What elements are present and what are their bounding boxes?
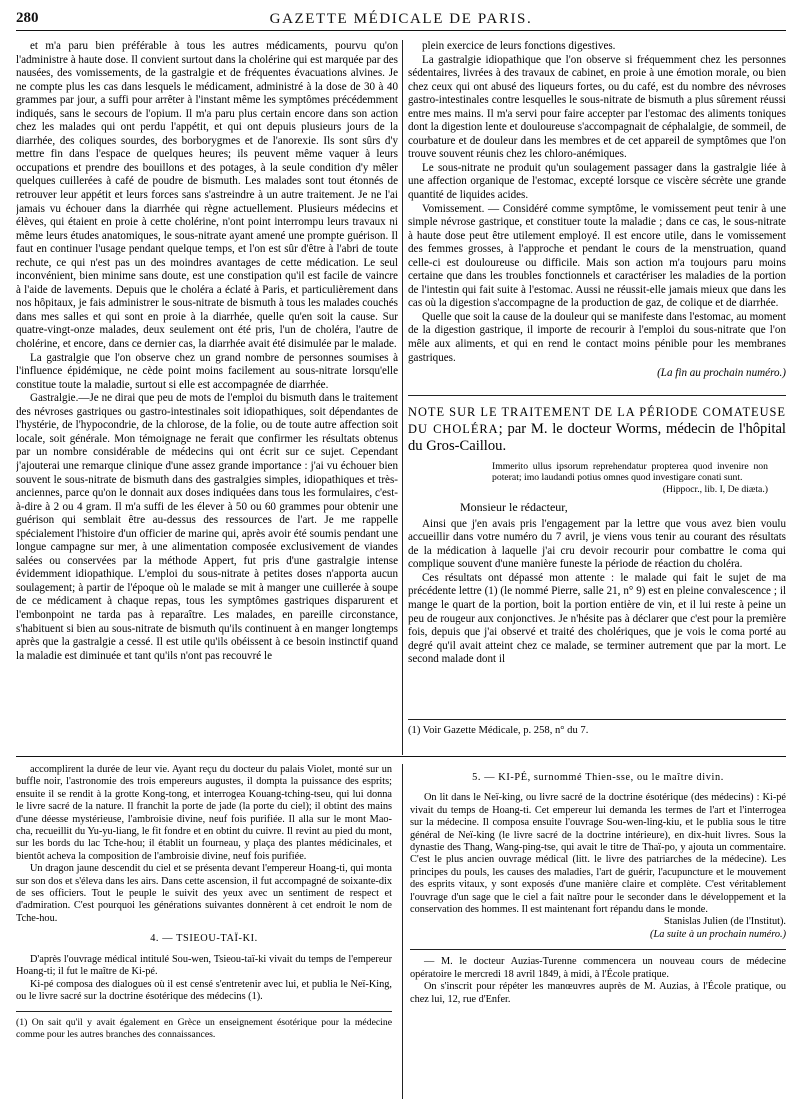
footnote: (1) Voir Gazette Médicale, p. 258, n° du 7. [408, 719, 786, 737]
article-paragraph: plein exercice de leurs fonctions digestives. [422, 40, 616, 52]
article-paragraph: et m'a paru bien préférable à tous les autres médicaments, pourvu qu'on l'administre à haute dose. Il convient surtout dans la cholérine qui est marquée par des nausées, des vomissements, de la gastralgie et de fréquentes évacuations alvines. Je ne compte plus les cas dans lesquels le médicament, administré à la dose de 30 à 40 grammes par jour, a suffi pour arrêter à l'instant même les symptômes précédemment indiqués, sans le secours de l'opium. Il m'a paru plus certain encore dans son action chez les malades qui ont perdu l'appétit, et qui ont depuis plusieurs jours de la diarrhée, des coliques sourdes, des borborygmes et de l'anorexie. Ils sont sûrs d'y mettre fin dans l'espace de quelques heures; ils peuvent même vaquer à leurs occupations et prendre des bouillons et des potages, à la seule condition d'y mêler quelques cuillerées à café de poudre de bismuth. Les malades sont tout étonnés de retrouver leur appétit et leurs forces sans s'astreindre à un autre traitement. Je ne l'ai jamais vu échouer dans la diarrhée qui règne actuellement. Plusieurs médecins et élèves, qui étaient en proie à cette cholérine, n'ont point interrompu leurs travaux ni même leurs études anatomiques, le sous-nitrate ayant amené une prompte guérison. Il faut en continuer l'usage pendant quelque temps, et l'on est sûr d'être à l'abri de toute rechute, ce qui n'est pas un des moindres avantages de cette médication. Le seul inconvénient, bien minime sans doute, est une constipation qu'il est facile de vaincre à l'aide de lavements. Depuis que le choléra a éclaté à Paris, et particulièrement dans nos hôpitaux, je fais administrer le sous-nitrate de bismuth à tous les malades couchés dans mes salles et qui sont en proie à la diarrhée, quelle qu'en soit la cause. Sur quatre-vingt-onze malades, deux seulement ont été pris, l'un de choléra, l'autre de cholérine, et encore, dans ce dernier cas, la diarrhée avait été disimulée par le malade. [16, 40, 398, 351]
feuilleton-footnote: (1) On sait qu'il y avait également en Grèce un enseignement ésotérique pour la médecine comme pour les autres branches des connaissances. [16, 1011, 392, 1041]
left-column [16, 40, 398, 755]
article-paragraph: Vomissement. — Considéré comme symptôme, le vomissement peut tenir à une simple névrose gastrique, et constituer toute la maladie ; dans ce cas, le sous-nitrate à haute dose peut être utilement employé. Il est encore utile, dans le vomissement des femmes grosses, à l'approche et pendant le cours de la menstruation, quand celle-ci est douloureuse ou difficile. Mais son action m'a toujours paru moins certaine que dans les troubles fonctionnels et caractériser les maladies de la portion de l'intestin qui fait suite à l'estomac. Aussi ne réussit-elle jamais mieux que dans les cas où la digestion s'accompagne de la production de gaz, de colique et de diarrhée. [408, 202, 786, 310]
epigraph-text: Immerito ullus ipsorum reprehendatur propterea quod invenire non poterat; imo laudandi potius omnes quod investigare conati sunt. [492, 460, 768, 484]
notice-paragraph: On s'inscrit pour répéter les manœuvres auprès de M. Auzias, à l'École pratique, ou chez lui, 12, rue d'Enfer. [410, 981, 786, 1005]
feuilleton-paragraph: On lit dans le Neï-king, ou livre sacré de la doctrine ésotérique (des médecins) : Ki-pé vivait du temps de Hoang-ti. Cet empereur lui demanda les termes de l'art et l'interrogea sur la médecine. Il composa ensuite l'ouvrage Sou-wen-ling-kiu, et le publia sous le titre général de Neï-king (le livre sacré de la doctrine intérieure), en dix-huit livres. Sous la dynastie des Thang, Wang-ping-tse, qui avait le titre de Thaï-po, y ajouta un commentaire. C'est le plus ancien ouvrage médical (litt. le livre des patriarches de la médecine). Les principes du pouls, les causes des maladies, l'art de guérir, l'acupuncture et le mouvement des esprits vitaux, y sont exposés d'une manière claire et complète. C'est véritablement l'ouvrage d'un sage que le ciel a fait naître pour le seconder dans le développement et la conservation des hommes. Il est maintenant fort répandu dans le monde. [410, 792, 786, 916]
feuilleton-left-column [16, 764, 392, 1099]
feuilleton-paragraph: Ki-pé composa des dialogues où il est censé s'entretenir avec lui, et publia le Neï-King, ou le livre sacré sur la doctrine ésotérique des médecins (1). [16, 978, 392, 1002]
feuilleton-paragraph: D'après l'ouvrage médical intitulé Sou-wen, Tsieou-taï-ki vivait du temps de l'empereur Hoang-ti; il fut le maître de Ki-pé. [16, 953, 392, 978]
main-article-area [16, 40, 786, 755]
column-divider [402, 40, 403, 755]
author-signature: Stanislas Julien (de l'Institut). [664, 916, 786, 928]
feuilleton-area [16, 764, 786, 1099]
note-title [408, 395, 786, 455]
article-paragraph: La gastralgie que l'on observe chez un grand nombre de personnes soumises à l'influence épidémique, ne cède point moins facilement au sous-nitrate lorsqu'elle constitue toute la maladie, surtout si elle est accompagnée de diarrhée. [16, 351, 398, 391]
continuation-notice: (La fin au prochain numéro.) [657, 367, 786, 380]
divider [410, 949, 786, 950]
epigraph [492, 461, 768, 496]
note-title-caps: NOTE SUR LE TRAITEMENT DE LA PÉRIODE COMATEUSE DU CHOLÉRA [408, 404, 786, 436]
feuilleton-divider [16, 756, 786, 757]
article-paragraph: Quelle que soit la cause de la douleur qui se manifeste dans l'estomac, au moment de la digestion gastrique, il importe de recourir à l'emploi du sous-nitrate que l'on mêle aux aliments, et qui en rend le contact moins pénible pour les membranes gastriques. [408, 310, 786, 364]
article-paragraph: La gastralgie idiopathique que l'on observe si fréquemment chez les personnes sédentaires, livrées à des travaux de cabinet, en proie à une émotion morale, ou bien chez ceux qui ont abusé des liqueurs fortes, ou du café, est du nombre des névroses gastro-intestinales contre lesquelles le sous-nitrate de bismuth a plus sûrement réussi entre mes mains. Il m'a servi pour faire accepter par l'estomac des aliments toniques dont la digestion lente et douloureuse s'accompagnait de céphalalgie, de sommeil, de courbature et de douleur dans les membres et de cet appareil de symptômes que l'on trouve souvent réunis chez les chloro-anémiques. [408, 53, 786, 161]
note-title-rest: ; par M. le docteur Worms, médecin de l'hôpital du Gros-Caillou. [408, 420, 786, 454]
letter-paragraph: Ainsi que j'en avais pris l'engagement par la lettre que vous avez bien voulu accueillir dans votre numéro du 7 avril, je viens vous tenir au courant des résultats de la médication à laquelle j'ai cru devoir recourir pour combattre le coma qui complique souvent d'une manière funeste la période de réaction du choléra. [408, 517, 786, 571]
article-paragraph: Gastralgie.—Je ne dirai que peu de mots de l'emploi du bismuth dans le traitement des névroses gastriques ou gastro-intestinales soit idiopathiques, soit dépendantes de l'hystérie, de l'hypocondrie, de la chlorose, de la folie, ou de toute autre affection soit locale, soit générale. Mon témoignage ne ferait que confirmer les résultats obtenus par un nombre considérable de médecins qui ont écrit sur ce sujet. Cependant j'ajouterai une remarque clinique d'une assez grande importance : j'ai vu échouer bien souvent le sous-nitrate de bismuth dans des gastralgies simples, idiopathiques et très-anciennes, parce qu'on le donnait aux doses indiquées dans tous les formulaires, c'est-à-dire à 2 ou 4 gram. Il m'a suffi de les élever à 50 ou 60 grammes pour obtenir une guérison qui semblait être au-dessus des ressources de l'art. Je me rappelle spécialement l'histoire d'un officier de marine qui, après avoir été soumis pendant une longue campagne sur mer, à une alimentation composée exclusivement de viandes salées ou conservées par la méthode Appert, fut pris d'une gastralgie intense évidemment idiopathique. L'emploi du sous-nitrate à petites doses n'apporta aucun soulagement; à partir de l'époque où le malade se mit à manger une cuillerée à soupe de ce médicament à chaque repas, tous les symptômes gastriques disparurent et l'embonpoint ne tarda pas à reparaître. Les malades, en pareille circonstance, s'habituent si bien au sous-nitrate de bismuth qu'ils continuent à en manger longtemps après que la gastralgie a cessé. Il est utile qu'ils obéissent à ce besoin instinctif quand la maladie est diminuée et tant qu'ils n'ont pas recouvré le [16, 392, 398, 662]
feuilleton-paragraph: accomplirent la durée de leur vie. Ayant reçu du docteur du palais Violet, monté sur un buffle noir, l'astronomie des trois empereurs augustes, il dompta la puissance des esprits; ensuite il se rendit à la grotte Kong-tong, et interrogea Kouang-tching-tseu, qui lui donna le livre sacré de la nature. Il franchit la porte de jade (la porte du ciel); il obtint des mains d'une déesse mystérieuse, l'ambroisie divine, neuf fois purifiée. Il alla sur le mont Mao-cha, recueillit du Yu-yu-liang, le fit fondre et en obtint du cuivre. Il revint au pied du mont, sur les bords du lac Tche-hou; il établit un fourneau, y plaça des plantes médicinales, et bientôt acheva la composition de l'ambroisie divine, neuf fois purifiée. [16, 764, 392, 862]
right-column [408, 40, 786, 755]
continuation-notice: (La suite à un prochain numéro.) [650, 928, 786, 940]
feuilleton-right-column [410, 764, 786, 1099]
epigraph-source: (Hippocr., lib. I, De diæta.) [662, 483, 768, 495]
feuilleton-paragraph: Un dragon jaune descendit du ciel et se présenta devant l'empereur Hoang-ti, qui monta sur son dos et s'éleva dans les airs. Dans cette ascension, il fut accompagné de soixante-dix de ses officiers. Tout le peuple le suivit des yeux avec un sentiment de respect et d'admiration. C'est pourquoi les générations suivantes donnèrent à cet endroit le nom de Tche-hou. [16, 863, 392, 924]
section-heading: 5. — KI-PÉ, surnommé Thien-sse, ou le maître divin. [472, 772, 724, 783]
column-divider [402, 764, 403, 1099]
salutation: Monsieur le rédacteur, [460, 500, 568, 515]
letter-paragraph: Ces résultats ont dépassé mon attente : le malade qui fait le sujet de ma précédente lettre (1) (le nommé Pierre, salle 21, n° 9) est en pleine convalescence ; il mange le quart de la portion, boit la portion entière de vin, et il lui reste à peine un peu de rougeur aux conjonctives. Je n'hésite pas à déclarer que c'est pour la première fois, depuis que j'ai observé et traité des cholériques, que je vois le coma porté au degré qu'il avait atteint chez ce malade, se terminer autrement que par la mort. Le second malade dont il [408, 571, 786, 666]
page-header [16, 8, 786, 31]
journal-title: GAZETTE MÉDICALE DE PARIS. [269, 11, 533, 27]
notice-paragraph: — M. le docteur Auzias-Turenne commencera un nouveau cours de médecine opératoire le mercredi 18 avril 1849, à midi, à l'École pratique. [410, 956, 786, 980]
section-heading: 4. — TSIEOU-TAÏ-KI. [150, 933, 258, 945]
article-paragraph: Le sous-nitrate ne produit qu'un soulagement passager dans la gastralgie liée à une affection organique de l'estomac, excepté lorsque ce viscère sécrète une grande quantité de liquides acides. [408, 161, 786, 202]
page-number: 280 [16, 10, 39, 26]
